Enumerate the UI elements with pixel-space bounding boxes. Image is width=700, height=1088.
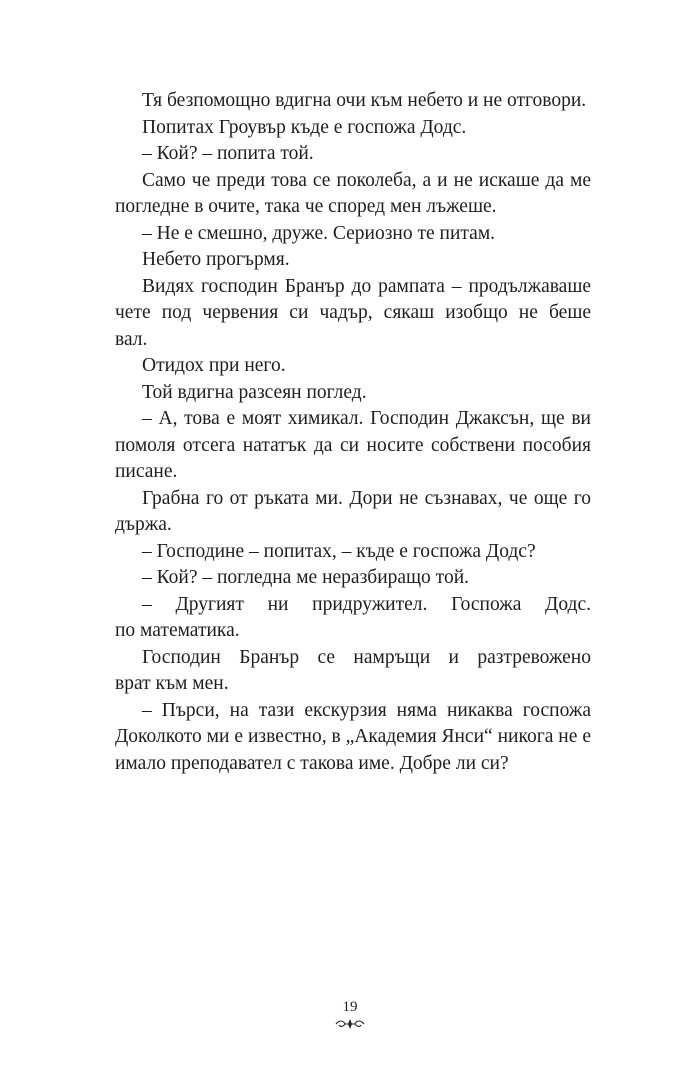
paragraph <box>115 406 591 486</box>
text-line: по математика. <box>115 620 240 641</box>
text-line: – Кой? – попита той. <box>142 143 314 164</box>
paragraph <box>115 221 591 248</box>
text-line: Отидох при него. <box>142 355 286 376</box>
scroll-ornament-icon <box>334 1018 366 1030</box>
text-line: помоля отсега нататък да си носите собствени пособия <box>115 434 591 456</box>
text-line: – Господине – попитах, – къде е госпожа Додс? <box>142 540 536 562</box>
paragraph <box>115 592 591 645</box>
text-line: Попитах Гроувър къде е госпожа Додс. <box>142 116 467 138</box>
text-line: държа. <box>115 514 172 535</box>
paragraph <box>115 565 591 592</box>
text-line: погледне в очите, така че според мен лъжеше. <box>115 196 497 217</box>
text-line: чете под червения си чадър, сякаш изобщо не беше <box>115 302 591 323</box>
paragraph <box>115 380 591 407</box>
paragraph <box>115 115 591 142</box>
page-number: 19 <box>342 999 358 1015</box>
text-line: Господин Бранър се намръщи и разтревожено <box>142 646 591 668</box>
paragraph <box>115 88 591 115</box>
paragraph <box>115 247 591 274</box>
text-line: Небето прогърмя. <box>142 249 290 270</box>
paragraph <box>115 698 591 778</box>
text-line: – Другият ни придружител. Госпожа Додс. <box>142 593 591 615</box>
text-line: – Не е смешно, друже. Сериозно те питам. <box>142 222 496 244</box>
paragraph <box>115 141 591 168</box>
paragraph <box>115 486 591 539</box>
text-line: Само че преди това се поколеба, а и не искаше да ме <box>142 169 591 191</box>
text-line: Той вдигна разсеян поглед. <box>142 381 367 403</box>
paragraph <box>115 353 591 380</box>
paragraph <box>115 645 591 698</box>
text-line: врат към мен. <box>115 673 229 694</box>
text-line: – А, това е моят химикал. Господин Джаксън, ще ви <box>142 408 591 429</box>
text-line: писане. <box>115 461 178 482</box>
body-text <box>115 88 591 777</box>
paragraph <box>115 539 591 566</box>
text-line: Доколкото ми е известно, в „Академия Янси“ никога не е <box>115 726 591 747</box>
text-line: вал. <box>115 328 148 350</box>
text-line: Видях господин Бранър до рампата – продължаваше <box>142 275 591 297</box>
text-line: – Пърси, на тази екскурзия няма никаква госпожа <box>142 699 591 721</box>
text-line: – Кой? – погледна ме неразбиращо той. <box>142 567 470 588</box>
text-line: Тя безпомощно вдигна очи към небето и не отговори. <box>142 90 587 111</box>
text-line: имало преподавател с такова име. Добре ли си? <box>115 752 509 774</box>
text-line: Грабна го от ръката ми. Дори не съзнавах, че още го <box>142 487 591 509</box>
paragraph <box>115 168 591 221</box>
paragraph <box>115 274 591 354</box>
